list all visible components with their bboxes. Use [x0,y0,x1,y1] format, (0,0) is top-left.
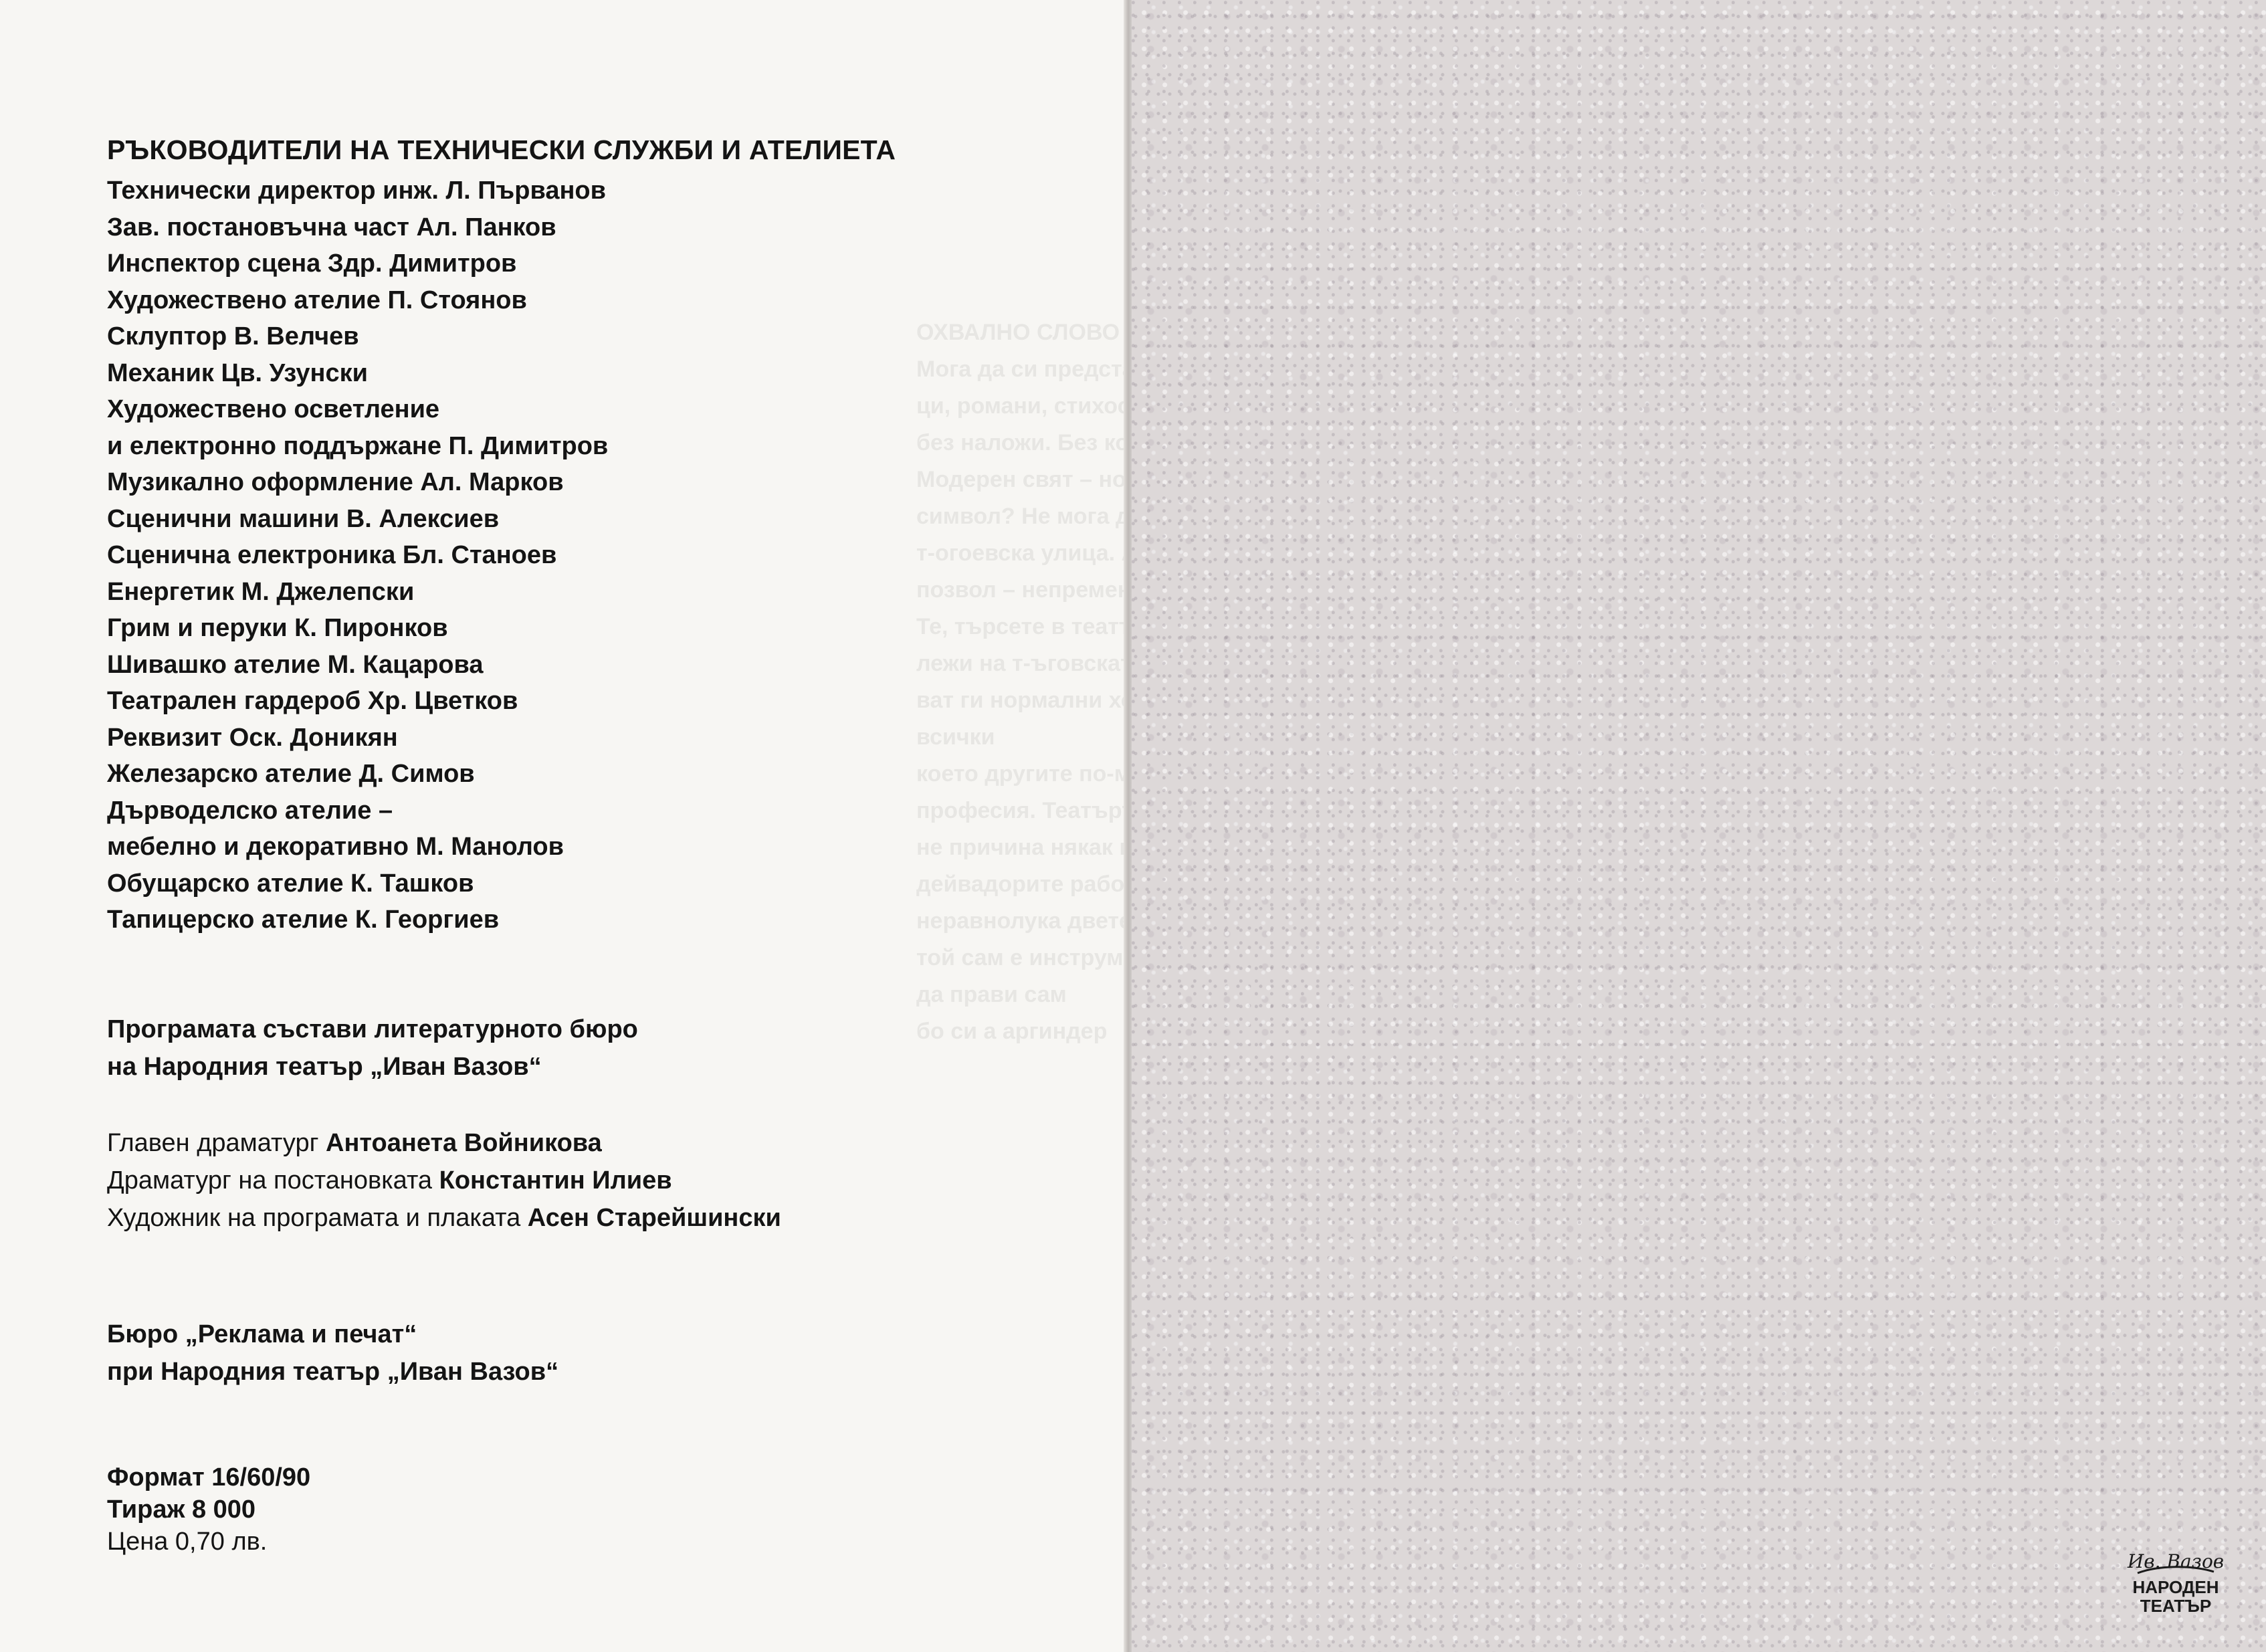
credit-line-production [107,1162,990,1199]
staff-line: Художествено ателие П. Стоянов [107,286,527,314]
staff-line: Грим и перуки К. Пиронков [107,614,448,642]
credit-line-artist [107,1199,990,1237]
section-heading: РЪКОВОДИТЕЛИ НА ТЕХНИЧЕСКИ СЛУЖБИ И АТЕЛИЕТА [107,134,896,165]
staff-line: Сценична електроника Бл. Станоев [107,541,557,569]
print-circulation: Тираж 8 000 [107,1495,256,1524]
logo-signature: Ив. Вазов [2127,1550,2225,1572]
bleed-through-line: ват ги нормални хора – и те, като всички [916,688,1292,750]
credit-line-dramaturg [107,1124,990,1162]
literary-bureau-note [107,1011,990,1086]
literary-line-2: на Народния театър „Иван Вазов“ [107,1052,542,1081]
staff-line: Музикално оформление Ал. Марков [107,468,564,496]
staff-line: Художествено осветление [107,395,440,423]
print-price: Цена 0,70 лв. [107,1527,268,1556]
credit-role: Художник на програмата и плаката [107,1203,528,1232]
print-format: Формат 16/60/90 [107,1463,311,1491]
bleed-through-line: лежи на т-ъговската улица. В него [916,651,1304,676]
bleed-through-line: Мога да си представя цивилизация [916,356,1318,382]
bleed-through-line: не причина някак на саркез [916,835,1227,860]
staff-line: Шивашко ателие М. Кацарова [107,650,484,679]
credits-block [107,1124,990,1237]
credit-name: Константин Илиев [439,1166,672,1195]
staff-line: Театрален гардероб Хр. Цветков [107,687,518,715]
bureau-line-1: Бюро „Реклама и печат“ [107,1320,417,1348]
staff-line: Обущарско ателие К. Ташков [107,869,474,898]
credit-role: Главен драматург [107,1128,326,1157]
bleed-through-line: Те, търсете в театъра нещо [916,614,1228,639]
theatre-logo-icon [2126,1545,2226,1625]
staff-list [107,173,990,938]
staff-line: Тапицерско ателие К. Георгиев [107,906,500,934]
print-info [107,1461,990,1558]
bleed-through-line: позвол – непременно театър. [916,577,1250,603]
staff-line: Склуптор В. Велчев [107,322,359,350]
bleed-through-line: ОХВАЛНО СЛОВО ЗА ТЕАТЪРА [916,320,1271,345]
staff-line: Технически директор инж. Л. Първанов [107,177,606,205]
bleed-through-line: професия. Театърът [916,798,1150,823]
bleed-through-line: което другите по-малко умеят [916,761,1255,787]
bleed-through-line: Модерен свят – но все пак [916,467,1215,492]
credit-role: Драматург на постановката [107,1166,439,1195]
staff-line: и електронно поддържане П. Димитров [107,431,609,460]
bleed-through-line: той сам е инструмент. да прави сам [916,945,1165,1007]
advertising-bureau [107,1316,990,1390]
staff-line: Инспектор сцена Здр. Димитров [107,249,517,278]
staff-line: Дърводелско ателие – [107,796,393,825]
credit-name: Асен Старейшински [527,1203,781,1232]
bleed-through-line: бо си а аргиндер [916,1019,1108,1044]
staff-line: Сценични машини В. Алексиев [107,504,500,533]
national-theatre-logo [2119,1545,2233,1625]
bleed-through-line: без наложи. Без концерти [916,430,1209,455]
bleed-through-line: т-огоевска улица. [916,540,1116,566]
staff-line: Зав. постановъчна част Ал. Панков [107,213,556,241]
staff-line: Механик Цв. Узунски [107,358,368,387]
credit-name: Антоанета Войникова [326,1128,602,1157]
left-page-content [107,131,990,1558]
literary-line-1: Програмата състави литературното бюро [107,1015,638,1043]
bleed-through-line: ци, романи, стихосложение [916,393,1227,419]
bleed-through-line: неравнолука двете сатъра [916,908,1218,934]
staff-line: мебелно и декоративно М. Манолов [107,833,564,861]
staff-line: Реквизит Оск. Доникян [107,723,398,752]
logo-line-1: НАРОДЕН [2132,1577,2219,1597]
bleed-through-line: символ? Не мога да си [916,504,1176,529]
bureau-line-2: при Народния театър „Иван Вазов“ [107,1357,559,1386]
staff-line: Железарско ателие Д. Симов [107,760,475,788]
right-page-marbled-paper [1132,0,2266,1652]
staff-line: Енергетик М. Джелепски [107,577,415,606]
logo-line-2: ТЕАТЪР [2140,1596,2212,1616]
bleed-through-line: дейвадорите работят в дома [916,871,1243,897]
